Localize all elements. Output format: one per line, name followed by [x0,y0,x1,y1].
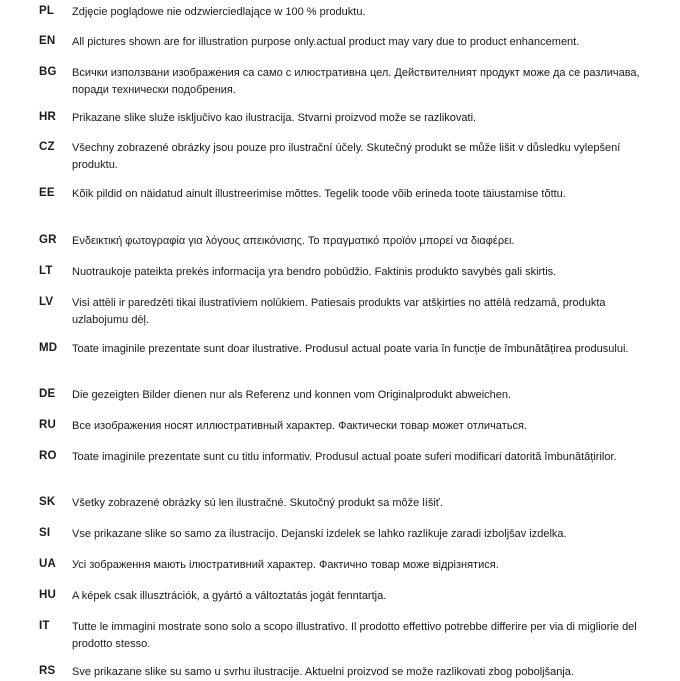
disclaimer-text: Tutte le immagini mostrate sono solo a scopo illustrativo. Il prodotto effettivo potrebbe differire per via di migliorie del prodotto stesso. [72,621,637,650]
disclaimer-text: Toate imaginile prezentate sunt cu titlu informativ. Produsul actual poate suferi modificari datorită îmbunătățirilor. [72,451,617,463]
language-code: PL [39,5,55,17]
language-code: LV [39,296,54,308]
disclaimer-text: Všetky zobrazené obrázky sú len ilustračné. Skutočný produkt sa môže líšiť. [72,497,443,509]
disclaimer-text: Всички използвани изображения са само с илюстративна цел. Действителният продукт може да се различава, поради технически подобрения. [72,67,640,96]
language-code: EE [39,187,55,199]
disclaimer-text: Ενδεικτική φωτογραφία για λόγους απεικόνισης. Το πραγματικό προϊόν μπορεί να διαφέρει. [72,235,515,247]
language-code: BG [39,66,57,78]
language-code: MD [39,342,58,354]
language-code: IT [39,620,50,632]
disclaimer-text: Все изображения носят иллюстративный характер. Фактически товар может отличаться. [72,420,527,432]
language-code: RO [39,450,57,462]
disclaimer-text: Visi attēli ir paredzēti tikai ilustratīviem nolūkiem. Patiesais produkts var atšķirties no attēlā redzamā, produkta uzlabojumu dēļ. [72,297,606,326]
disclaimer-text: Усі зображення мають ілюстративний характер. Фактично товар може відрізнятися. [72,559,499,571]
language-code: LT [39,265,53,277]
language-code: SI [39,527,51,539]
language-code: GR [39,234,57,246]
language-code: EN [39,35,56,47]
disclaimer-text: Vse prikazane slike so samo za ilustracijo. Dejanski izdelek se lahko razlikuje zaradi izboljšav izdelka. [72,528,567,540]
language-code: UA [39,558,57,570]
language-code: DE [39,388,56,400]
language-code: CZ [39,141,55,153]
disclaimer-text: A képek csak illusztrációk, a gyártó a változtatás jogát fenntartja. [72,590,387,602]
language-code: HR [39,111,57,123]
language-code: RS [39,665,56,677]
disclaimer-text: Sve prikazane slike su samo u svrhu ilustracije. Aktuelni proizvod se može razlikovati zbog poboljšanja. [72,666,574,678]
disclaimer-text: Nuotraukoje pateikta prekės informacija yra bendro pobūdžio. Faktinis produkto savybės gali skirtis. [72,266,557,278]
disclaimer-text: Prikazane slike služe isključivo kao ilustracija. Stvarni proizvod može se razlikovati. [72,112,477,124]
disclaimer-text: All pictures shown are for illustration purpose only.actual product may vary due to product enhancement. [72,36,580,48]
disclaimer-text: Kõik pildid on näidatud ainult illustreerimise mõttes. Tegelik toode võib erineda toote täiustamise tõttu. [72,188,566,200]
language-code: HU [39,589,57,601]
disclaimer-text: Všechny zobrazené obrázky jsou pouze pro ilustrační účely. Skutečný produkt se může lišit v důsledku vylepšení produktu. [72,142,621,171]
disclaimer-text: Die gezeigten Bilder dienen nur als Referenz und konnen vom Originalprodukt abweichen. [72,389,512,401]
disclaimer-text: Toate imaginile prezentate sunt doar ilustrative. Produsul actual poate varia în funcție de îmbunătățirea produsului. [72,343,629,355]
disclaimer-text: Zdjęcie poglądowe nie odzwierciedlające w 100 % produktu. [72,6,366,18]
language-code: RU [39,419,57,431]
language-code: SK [39,496,56,508]
